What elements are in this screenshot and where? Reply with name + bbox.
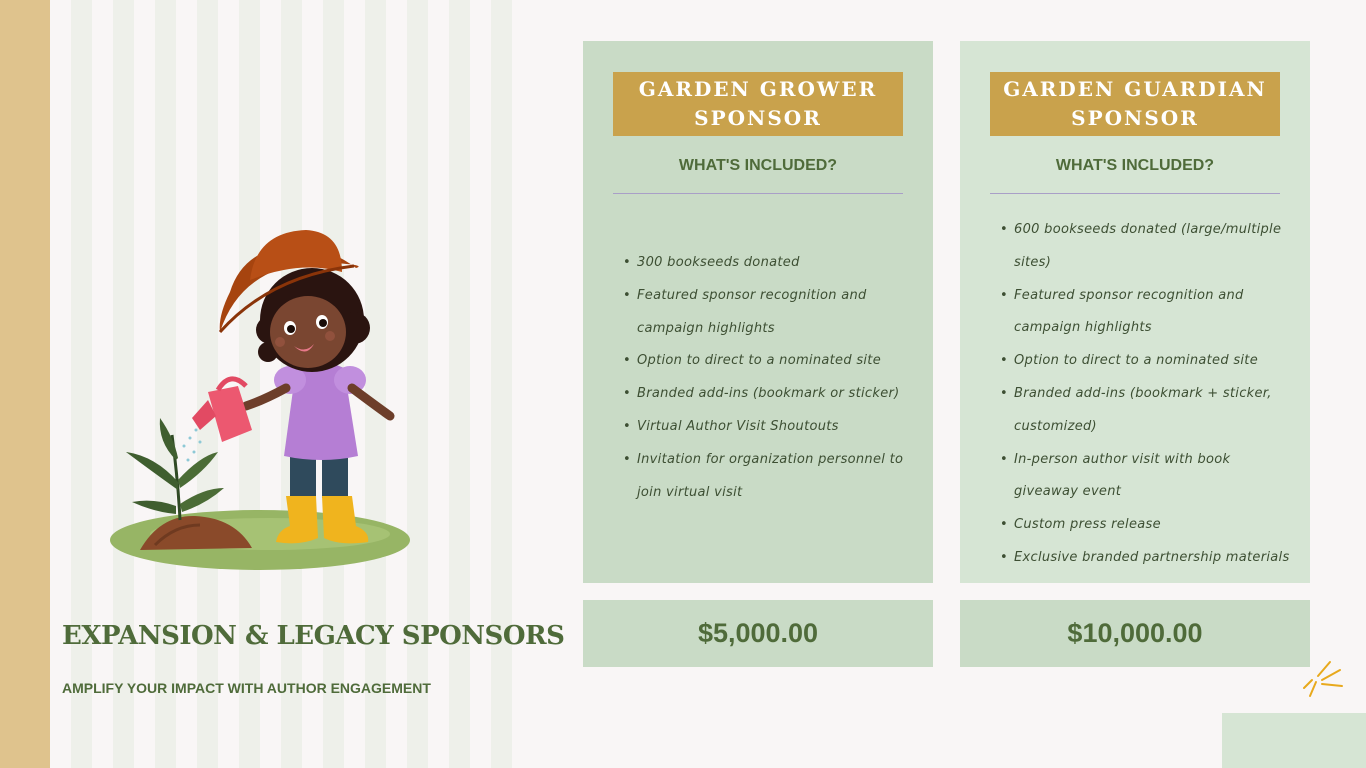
divider: [990, 193, 1280, 194]
sparkle-icon: [1300, 656, 1345, 701]
feature-item: • Branded add-ins (bookmark or sticker): [637, 378, 917, 411]
included-label: WHAT'S INCLUDED?: [1055, 157, 1215, 174]
corner-decoration: [1222, 713, 1366, 768]
feature-item: • Exclusive branded partnership materials: [1014, 542, 1294, 575]
left-accent-bar: [0, 0, 50, 768]
page-subtitle: AMPLIFY YOUR IMPACT WITH AUTHOR ENGAGEMENT: [62, 680, 431, 696]
feature-list: [637, 247, 917, 509]
page-title: EXPANSION & LEGACY SPONSORS: [62, 621, 565, 651]
feature-item: • Option to direct to a nominated site: [637, 345, 917, 378]
tier-card-garden-guardian: [960, 41, 1310, 583]
feature-item: • Custom press release: [1014, 509, 1294, 542]
tier-card-garden-grower: [583, 41, 933, 583]
included-label: WHAT'S INCLUDED?: [678, 157, 838, 174]
feature-item: • Branded add-ins (bookmark + sticker, customized): [1014, 378, 1294, 444]
feature-item: • Virtual Author Visit Shoutouts: [637, 411, 917, 444]
feature-item: • Invitation for organization personnel to join virtual visit: [637, 444, 917, 510]
feature-item: • Featured sponsor recognition and campaign highlights: [1014, 280, 1294, 346]
divider: [613, 193, 903, 194]
tier-name: GARDEN GROWER SPONSOR: [613, 72, 903, 136]
price-garden-guardian: $10,000.00: [960, 600, 1310, 667]
girl-watering-plant-illustration: [100, 220, 430, 590]
feature-item: • Option to direct to a nominated site: [1014, 345, 1294, 378]
feature-item: • 300 bookseeds donated: [637, 247, 917, 280]
feature-item: • 600 bookseeds donated (large/multiple sites): [1014, 214, 1294, 280]
price-garden-grower: $5,000.00: [583, 600, 933, 667]
feature-item: • In-person author visit with book giveaway event: [1014, 444, 1294, 510]
feature-item: • Featured sponsor recognition and campaign highlights: [637, 280, 917, 346]
tier-name: GARDEN GUARDIAN SPONSOR: [990, 72, 1280, 136]
feature-list: [1014, 214, 1294, 575]
